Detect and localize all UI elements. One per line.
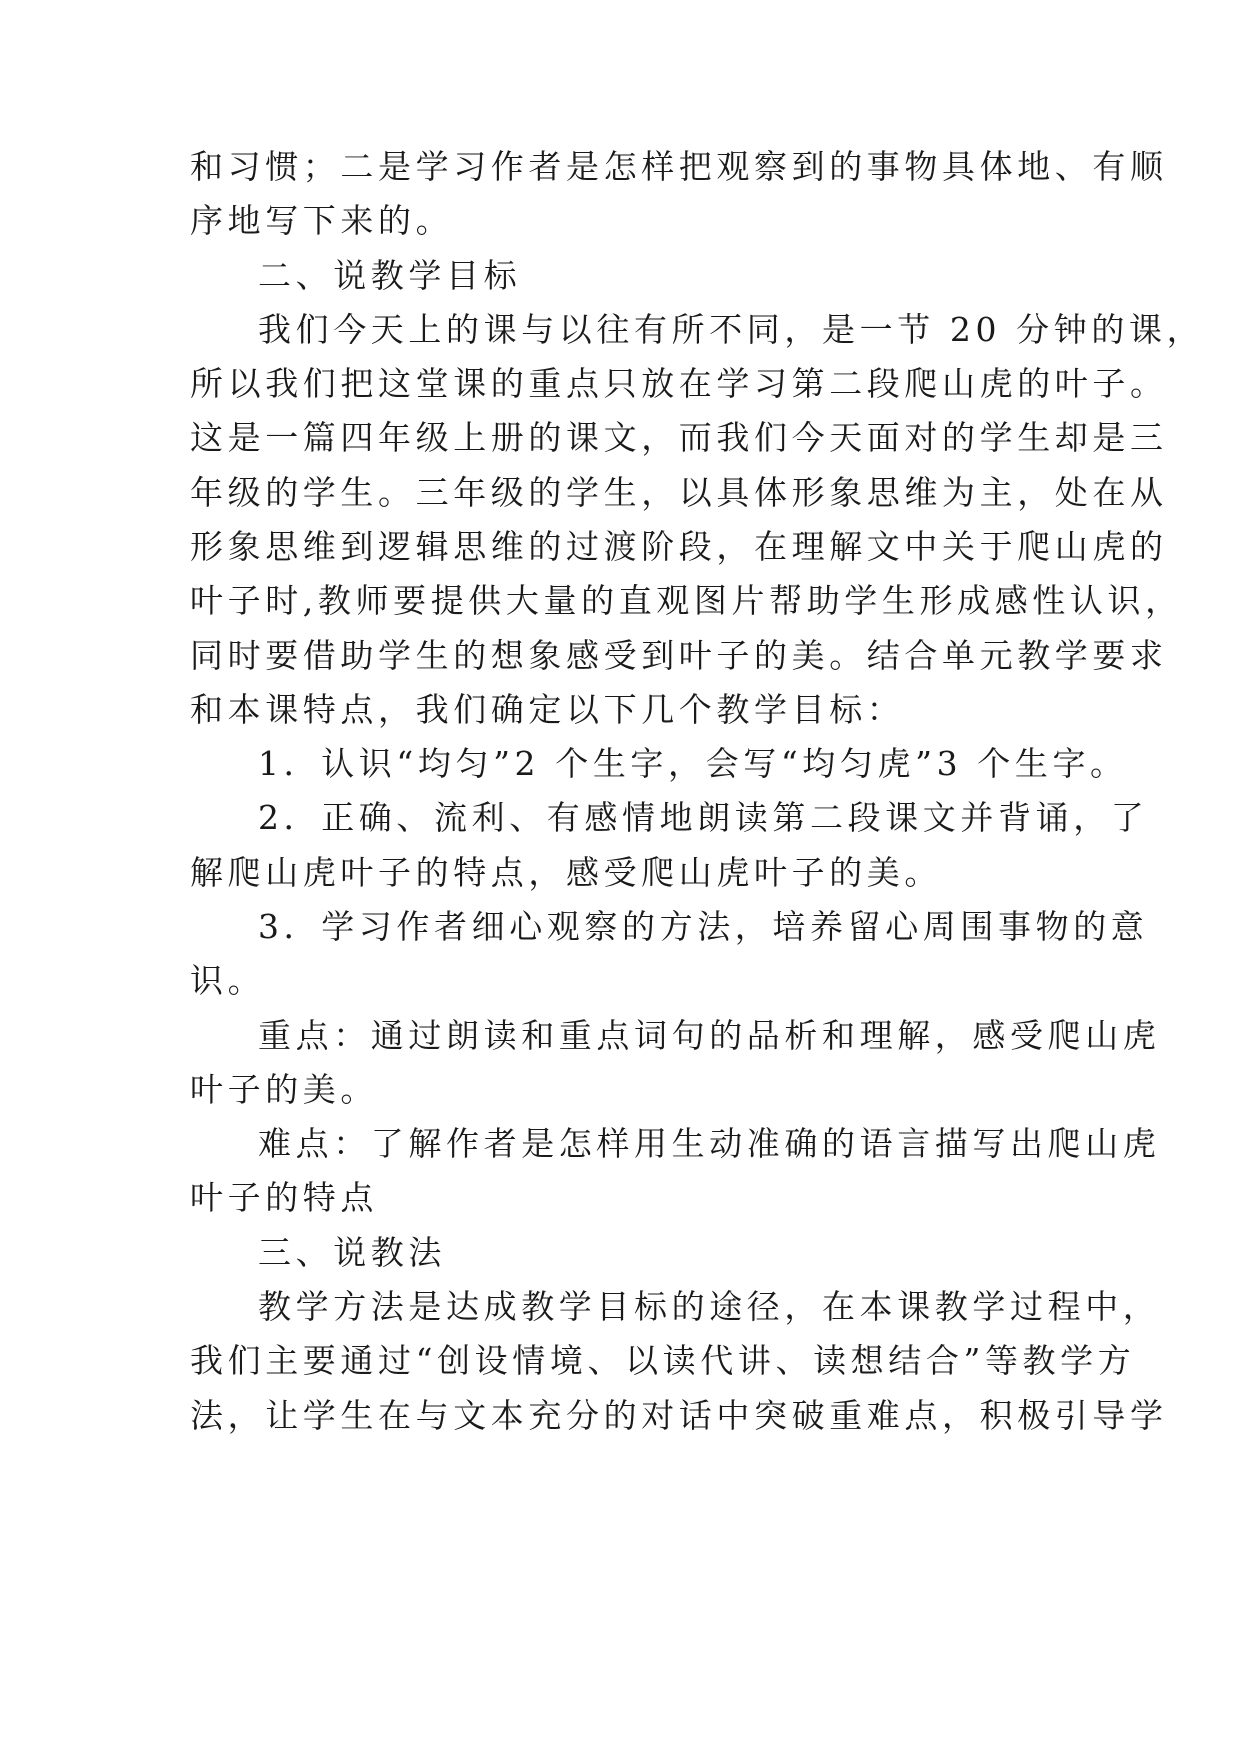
text-line: 解爬山虎叶子的特点，感受爬山虎叶子的美。 [190,853,942,892]
text-line: 这是一篇四年级上册的课文，而我们今天面对的学生却是三 [190,418,1168,457]
text-line: 法，让学生在与文本充分的对话中突破重难点，积极引导学 [190,1396,1168,1435]
list-item: 1．认识“均匀”2 个生字，会写“均匀虎”3 个生字。 [258,744,1128,783]
text-line: 序地写下来的。 [190,201,454,240]
text-line: 同时要借助学生的想象感受到叶子的美。结合单元教学要求 [190,636,1168,675]
text-line: 和本课特点，我们确定以下几个教学目标： [190,690,905,729]
text-line: 重点：通过朗读和重点词句的品析和理解，感受爬山虎 [258,1016,1161,1055]
text-line: 我们主要通过“创设情境、以读代讲、读想结合”等教学方 [190,1341,1136,1380]
list-item: 2．正确、流利、有感情地朗读第二段课文并背诵，了 [258,798,1149,837]
text-line: 难点：了解作者是怎样用生动准确的语言描写出爬山虎 [258,1124,1161,1163]
text-line: 年级的学生。三年级的学生，以具体形象思维为主，处在从 [190,473,1168,512]
text-line: 叶子的美。 [190,1070,378,1109]
text-line: 所以我们把这堂课的重点只放在学习第二段爬山虎的叶子。 [190,364,1168,403]
text-line: 和习惯；二是学习作者是怎样把观察到的事物具体地、有顺 [190,147,1168,186]
text-line: 叶子时,教师要提供大量的直观图片帮助学生形成感性认识， [190,581,1183,620]
text-line: 教学方法是达成教学目标的途径，在本课教学过程中， [258,1287,1161,1326]
text-line: 我们今天上的课与以往有所不同，是一节 20 分钟的课， [258,310,1205,349]
section-heading: 三、说教法 [258,1233,446,1272]
text-line: 识。 [190,961,266,1000]
list-item: 3．学习作者细心观察的方法，培养留心周围事物的意 [258,907,1149,946]
text-line: 叶子的特点 [190,1178,378,1217]
section-heading: 二、说教学目标 [258,256,522,295]
text-line: 形象思维到逻辑思维的过渡阶段，在理解文中关于爬山虎的 [190,527,1168,566]
